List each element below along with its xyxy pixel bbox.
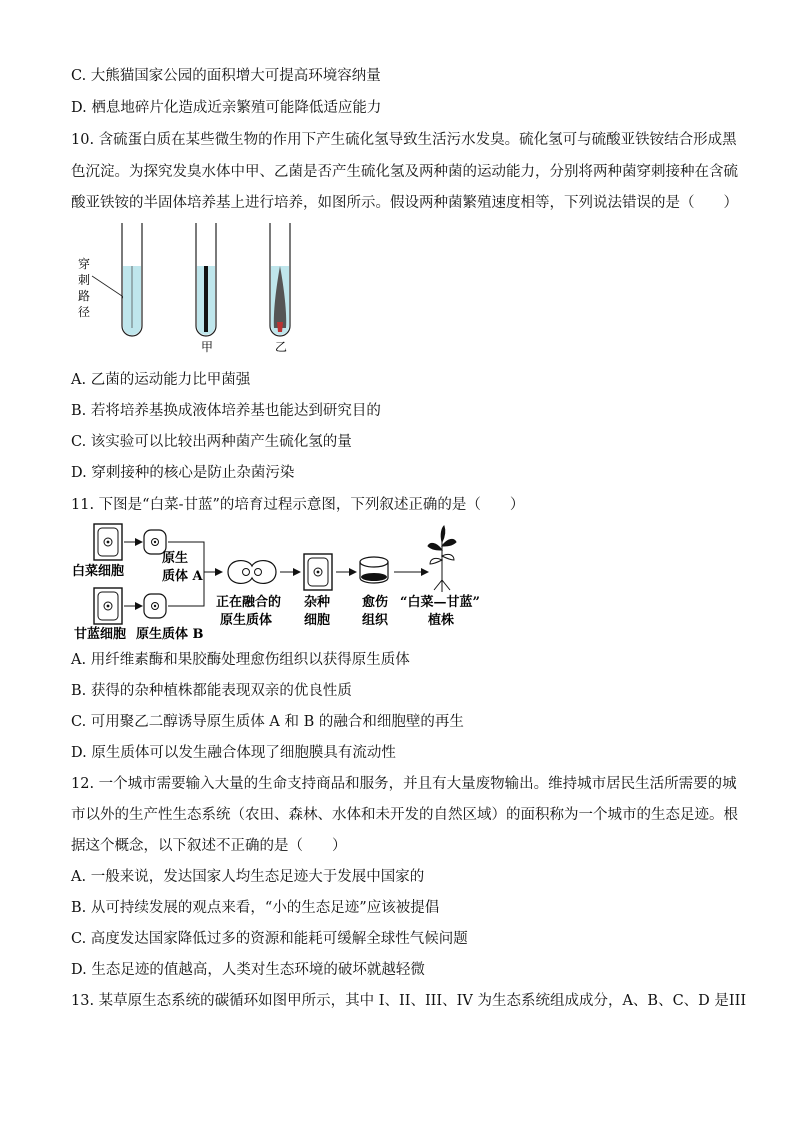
callus-label-1: 愈伤 xyxy=(362,595,389,610)
q9-option-d: D. 栖息地碎片化造成近亲繁殖可能降低适应能力 xyxy=(71,100,382,116)
q9-option-c: C. 大熊猫国家公园的面积增大可提高环境容纳量 xyxy=(71,68,381,84)
test-tube-yi xyxy=(270,223,290,336)
hybrid-label-2: 细胞 xyxy=(304,613,331,628)
test-tube-jia xyxy=(196,223,216,336)
callus-dish-icon xyxy=(360,557,388,583)
q12-option-a: A. 一般来说，发达国家人均生态足迹大于发展中国家的 xyxy=(71,869,425,885)
q10-stem-line3: 酸亚铁铵的半固体培养基上进行培养，如图所示。假设两种菌繁殖速度相等，下列说法错误的是（ ） xyxy=(71,195,738,211)
q10-option-a: A. 乙菌的运动能力比甲菌强 xyxy=(71,372,251,388)
q12-option-c: C. 高度发达国家降低过多的资源和能耗可缓解全球性气候问题 xyxy=(71,931,468,947)
ganlan-cell-icon xyxy=(94,588,122,624)
protoplast-b-label: 原生质体 B xyxy=(136,627,204,640)
label-jing: 径 xyxy=(78,305,91,319)
plant-label-2: 植株 xyxy=(428,613,455,628)
hybrid-cell-icon xyxy=(304,554,332,590)
fusing-label-1: 正在融合的 xyxy=(216,595,282,610)
ganlan-cell-label: 甘蓝细胞 xyxy=(74,627,127,640)
q12-stem-line2: 市以外的生产性生态系统（农田、森林、水体和未开发的自然区域）的面积称为一个城市的生态足迹。根 xyxy=(71,807,738,823)
tube-label-yi: 乙 xyxy=(275,340,288,354)
q10-option-d: D. 穿刺接种的核心是防止杂菌污染 xyxy=(71,465,295,481)
hybrid-label-1: 杂种 xyxy=(304,595,331,610)
label-lu: 路 xyxy=(78,289,91,303)
fusing-label-2: 原生质体 xyxy=(220,613,273,628)
plant-label-1: “白菜—甘蓝” xyxy=(400,595,480,610)
q13-stem-line1: 13. 某草原生态系统的碳循环如图甲所示，其中 I、II、III、IV 为生态系统组成成分，A、B、C、D 是III xyxy=(71,993,747,1009)
protoplast-b-icon xyxy=(144,594,166,618)
callus-label-2: 组织 xyxy=(362,613,389,628)
protoplast-a-label-2: 质体 A xyxy=(162,569,203,584)
test-tube-control xyxy=(122,223,142,336)
q10-option-c: C. 该实验可以比较出两种菌产生硫化氢的量 xyxy=(71,434,352,450)
q11-option-a: A. 用纤维素酶和果胶酶处理愈伤组织以获得原生质体 xyxy=(71,652,410,668)
q10-test-tube-figure xyxy=(70,218,310,358)
q12-stem-line3: 据这个概念，以下叙述不正确的是（ ） xyxy=(71,838,347,854)
q10-stem-line2: 色沉淀。为探究发臭水体中甲、乙菌是否产生硫化氢及两种菌的运动能力，分别将两种菌穿刺接种在含硫 xyxy=(71,164,738,180)
hybrid-plant-icon xyxy=(428,526,456,592)
baicai-cell-label: 白菜细胞 xyxy=(72,564,125,579)
q11-stem: 11. 下图是“白菜-甘蓝”的培育过程示意图，下列叙述正确的是（ ） xyxy=(71,497,525,513)
q12-stem-line1: 12. 一个城市需要输入大量的生命支持商品和服务，并且有大量废物输出。维持城市居民生活所需要的城 xyxy=(71,776,737,792)
q11-option-b: B. 获得的杂种植株都能表现双亲的优良性质 xyxy=(71,683,352,699)
q10-option-b: B. 若将培养基换成液体培养基也能达到研究目的 xyxy=(71,403,381,419)
q11-option-c: C. 可用聚乙二醇诱导原生质体 A 和 B 的融合和细胞壁的再生 xyxy=(71,714,464,730)
baicai-cell-icon xyxy=(94,524,122,560)
fusing-protoplast-icon xyxy=(228,561,276,584)
label-chuan: 穿 xyxy=(78,257,91,271)
q11-process-figure xyxy=(72,520,492,640)
q12-option-b: B. 从可持续发展的观点来看，“小的生态足迹”应该被提倡 xyxy=(71,900,440,916)
protoplast-a-label-1: 原生 xyxy=(162,551,189,566)
q12-option-d: D. 生态足迹的值越高，人类对生态环境的破坏就越轻微 xyxy=(71,962,425,978)
label-ci: 刺 xyxy=(78,273,91,287)
q11-option-d: D. 原生质体可以发生融合体现了细胞膜具有流动性 xyxy=(71,745,396,761)
q10-stem-line1: 10. 含硫蛋白质在某些微生物的作用下产生硫化氢导致生活污水发臭。硫化氢可与硫酸亚铁铵结合形成黑 xyxy=(71,132,737,148)
tube-label-jia: 甲 xyxy=(201,340,214,354)
